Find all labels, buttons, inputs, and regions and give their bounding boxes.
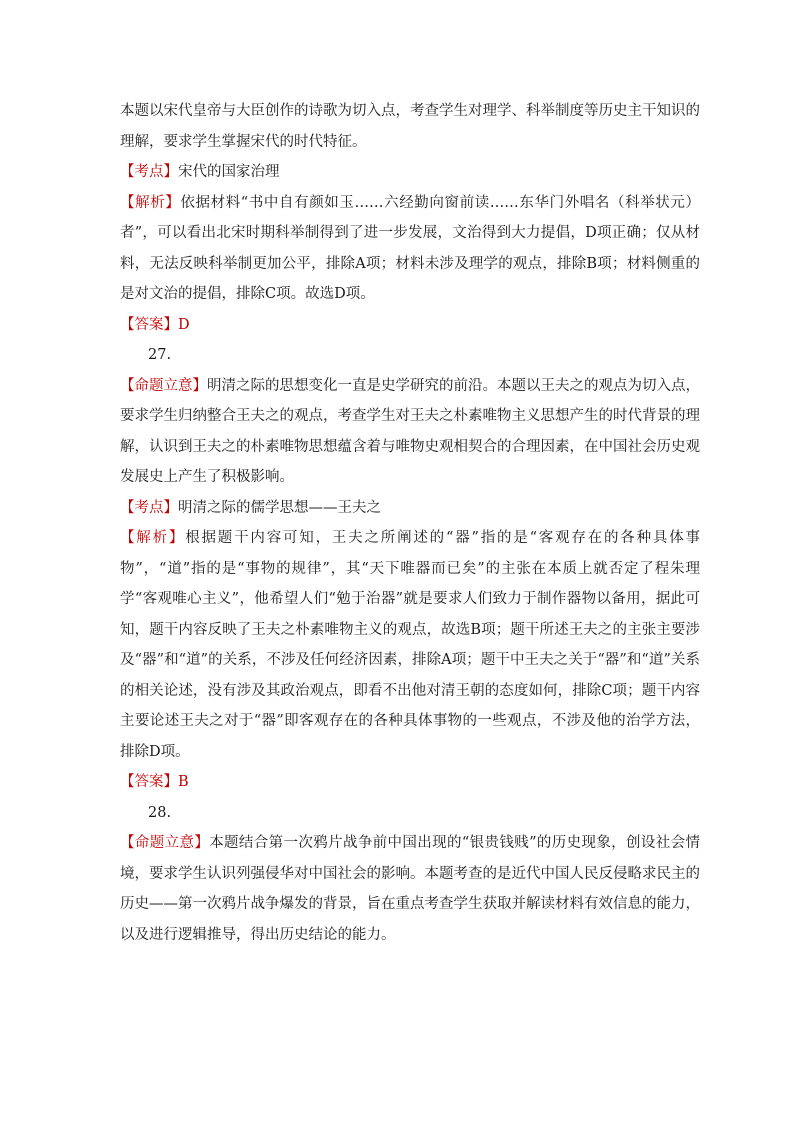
mingti-label: 【命题立意】 xyxy=(120,377,207,394)
kaodian-label: 【考点】 xyxy=(120,499,178,516)
kaodian-label: 【考点】 xyxy=(120,164,178,180)
daan-text: B xyxy=(178,774,189,790)
q28-number: 28. xyxy=(148,804,172,821)
q26-intro: 本题以宋代皇帝与大臣创作的诗歌为切入点，考查学生对理学、科举制度等历史主干知识的理解，要求学生掌握宋代的时代特征。 xyxy=(120,103,700,150)
q27-jiexi xyxy=(120,523,700,767)
mingti-text: 本题结合第一次鸦片战争前中国出现的“银贵钱贱”的历史现象，创设社会情境，要求学生认识列强侵华对中国社会的影响。本题考查的是近代中国人民反侵略求民主的历史——第一次鸦片战争爆发的背景，旨在重点考查学生获取并解读材料有效信息的能力，以及进行逻辑推导，得出历史结论的能力。 xyxy=(120,835,701,943)
q26-kaodian xyxy=(120,157,700,188)
jiexi-label: 【解析】 xyxy=(120,530,186,546)
answer-analysis-page xyxy=(120,96,700,950)
q27-mingti xyxy=(120,371,700,493)
q27-kaodian xyxy=(120,493,700,524)
daan-text: D xyxy=(178,316,190,333)
daan-label: 【答案】 xyxy=(120,774,178,790)
q26-jiexi xyxy=(120,188,700,310)
q28-mingti xyxy=(120,828,700,950)
jiexi-text: 根据题干内容可知，王夫之所阐述的“器”指的是“客观存在的各种具体事物”，“道”指的是“事物的规律”，其“天下唯器而已矣”的主张在本质上就否定了程朱理学“客观唯心主义”，他希望人们“勉于治器”就是要求人们致力于制作器物以备用，据此可知，题干内容反映了王夫之朴素唯物主义的观点，故选B项；题干所述王夫之的主张主要涉及“器”和“道”的关系，不涉及任何经济因素，排除A项；题干中王夫之关于“器”和“道”关系的相关论述，没有涉及其政治观点，即看不出他对清王朝的态度如何，排除C项；题干内容主要论述王夫之对于“器”即客观存在的各种具体事物的一些观点，不涉及他的治学方法，排除D项。 xyxy=(120,530,700,760)
jiexi-label: 【解析】 xyxy=(120,194,181,211)
mingti-label: 【命题立意】 xyxy=(120,835,210,851)
q26-daan xyxy=(120,310,700,341)
daan-label: 【答案】 xyxy=(120,316,178,333)
jiexi-text: 依据材料“书中自有颜如玉……六经勤向窗前读……东华门外唱名（科举状元）者”，可以看出北宋时期科举制得到了进一步发展，文治得到大力提倡，D项正确；仅从材料，无法反映科举制更加公平，排除A项；材料未涉及理学的观点，排除B项；材料侧重的是对文治的提倡，排除C项。故选D项。 xyxy=(120,194,700,302)
kaodian-text: 明清之际的儒学思想——王夫之 xyxy=(178,499,381,516)
mingti-text: 明清之际的思想变化一直是史学研究的前沿。本题以王夫之的观点为切入点，要求学生归纳整合王夫之的观点，考查学生对王夫之朴素唯物主义思想产生的时代背景的理解，认识到王夫之的朴素唯物思想蕴含着与唯物史观相契合的合理因素，在中国社会历史观发展史上产生了积极影响。 xyxy=(120,377,700,485)
q27-number: 27. xyxy=(148,347,172,363)
kaodian-text: 宋代的国家治理 xyxy=(178,164,280,180)
q27-daan xyxy=(120,767,700,798)
